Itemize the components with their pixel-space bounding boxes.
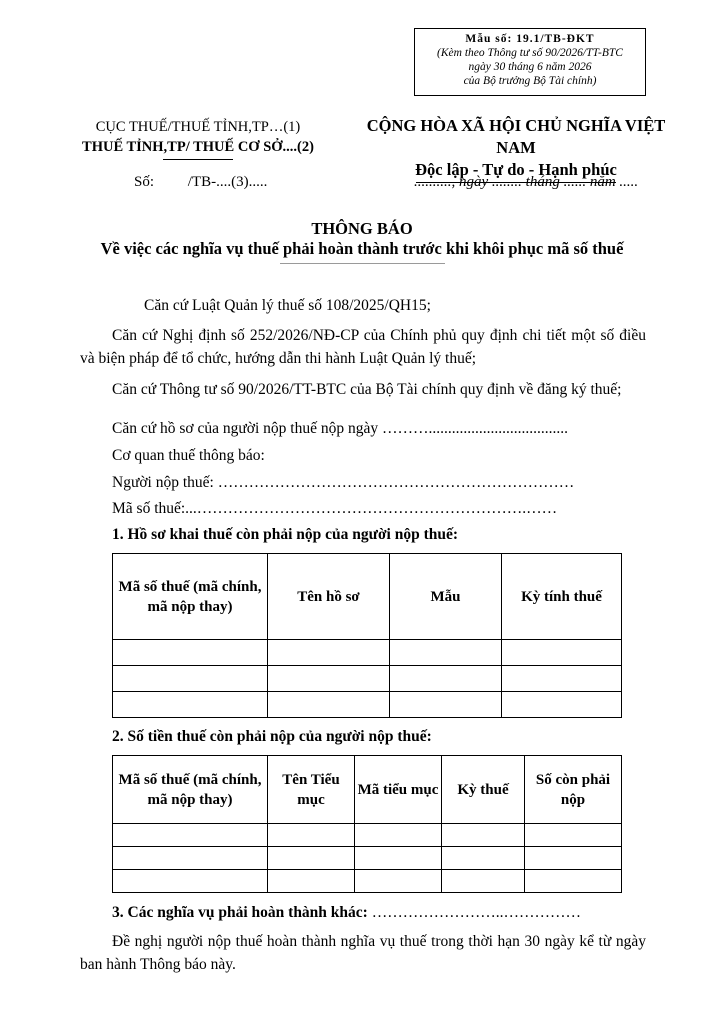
tax-office-notice: Cơ quan thuế thông báo: (112, 447, 265, 464)
t1-col-tax-code: Mã số thuế (mã chính, mã nộp thay) (113, 554, 268, 640)
legal-basis-4: Căn cứ hồ sơ của người nộp thuế nộp ngày ……….................................... (112, 420, 568, 437)
national-header (346, 115, 686, 183)
agency-underline (163, 159, 233, 160)
section1-heading: 1. Hồ sơ khai thuế còn phải nộp của người nộp thuế: (112, 526, 459, 543)
table-row (113, 847, 622, 870)
title-underline (280, 263, 445, 264)
issuing-agency (62, 117, 334, 160)
t2-col-subitem-code: Mã tiểu mục (355, 756, 442, 824)
nation-motto: Độc lập - Tự do - Hạnh phúc (415, 160, 617, 179)
form-code: Mẫu số: 19.1/TB-ĐKT (465, 33, 595, 45)
tax-code-field: Mã số thuế:...……………………………………………………….…… (112, 500, 558, 517)
pending-filings-table (112, 553, 622, 718)
number-label: Số: (134, 174, 155, 190)
agency-name: THUẾ TỈNH,TP/ THUẾ CƠ SỞ....(2) (82, 139, 314, 155)
t1-col-file-name: Tên hồ sơ (268, 554, 390, 640)
issue-date: .........., ngày ........ tháng ...... năm ..... (414, 174, 639, 190)
section3-title: 3. Các nghĩa vụ phải hoàn thành khác: (112, 904, 368, 921)
legal-basis-1: Căn cứ Luật Quản lý thuế số 108/2025/QH15; (144, 297, 431, 314)
t2-col-period: Kỳ thuế (442, 756, 525, 824)
section3-dots: ……………………..…………… (371, 904, 581, 921)
form-reference-line1: (Kèm theo Thông tư số 90/2026/TT-BTC (437, 47, 623, 59)
nation-name: CỘNG HÒA XÃ HỘI CHỦ NGHĨA VIỆT NAM (366, 116, 666, 157)
outstanding-tax-table (112, 755, 622, 893)
taxpayer-field: Người nộp thuế: …………………………………………………………… (112, 474, 575, 491)
section2-heading: 2. Số tiền thuế còn phải nộp của người nộp thuế: (112, 728, 432, 745)
document-title (40, 219, 684, 264)
legal-basis-3: Căn cứ Thông tư số 90/2026/TT-BTC của Bộ Tài chính quy định về đăng ký thuế; (112, 381, 622, 398)
form-code-box (414, 28, 646, 96)
document-number (134, 174, 267, 191)
number-value: /TB-....(3)..... (187, 174, 268, 190)
section3-heading (112, 904, 581, 922)
table-row (113, 666, 622, 692)
title-main: THÔNG BÁO (311, 219, 413, 238)
table-row (113, 640, 622, 666)
t2-col-tax-code: Mã số thuế (mã chính, mã nộp thay) (113, 756, 268, 824)
table-row (113, 824, 622, 847)
table-row (113, 870, 622, 893)
t2-col-subitem-name: Tên Tiểu mục (268, 756, 355, 824)
t1-col-form: Mẫu (390, 554, 502, 640)
agency-parent: CỤC THUẾ/THUẾ TỈNH,TP…(1) (95, 119, 301, 135)
t1-col-period: Kỳ tính thuế (502, 554, 622, 640)
table-row (113, 692, 622, 718)
closing-request: Đề nghị người nộp thuế hoàn thành nghĩa vụ thuế trong thời hạn 30 ngày kể từ ngày ban hành Thông báo này. (80, 933, 646, 973)
t2-col-amount: Số còn phải nộp (525, 756, 622, 824)
form-reference-line3: của Bộ trưởng Bộ Tài chính) (463, 75, 597, 87)
title-sub: Về việc các nghĩa vụ thuế phải hoàn thành trước khi khôi phục mã số thuế (100, 239, 624, 258)
form-reference-line2: ngày 30 tháng 6 năm 2026 (468, 61, 592, 73)
legal-basis-2: Căn cứ Nghị định số 252/2026/NĐ-CP của Chính phủ quy định chi tiết một số điều và biện pháp để tổ chức, hướng dẫn thi hành Luật Quản lý thuế; (80, 327, 646, 367)
